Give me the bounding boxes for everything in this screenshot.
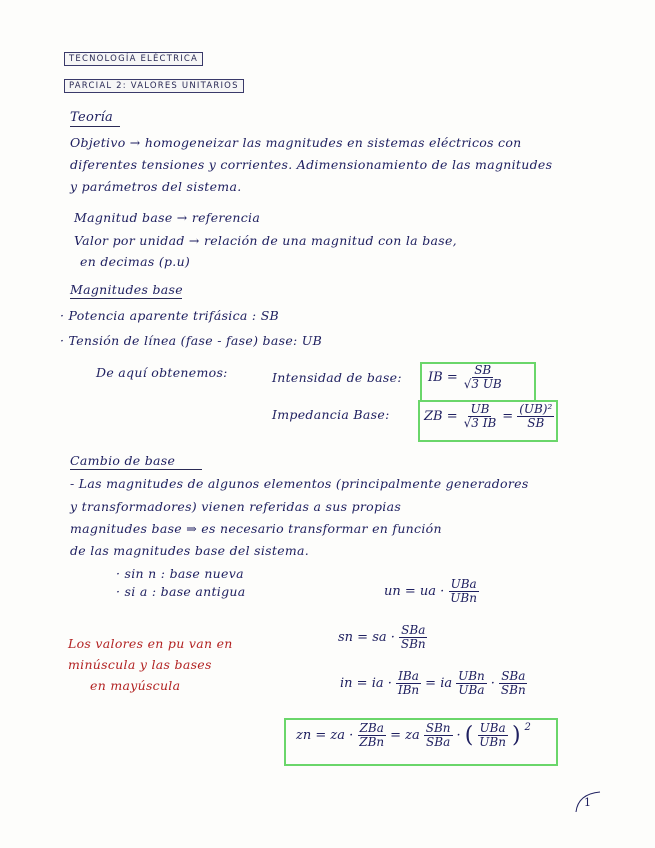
zb-fraction <box>462 403 499 429</box>
bullet-potencia: · Potencia aparente trifásica : SB <box>60 308 280 323</box>
zb-numerator-2: (UB)² <box>519 402 553 416</box>
in-numerator-2: UBn <box>458 669 485 683</box>
cambio-title: Cambio de base <box>70 453 176 468</box>
zn-numerator: ZBa <box>359 721 384 735</box>
in-denominator-2: UBa <box>458 682 485 697</box>
teoria-line-2: diferentes tensiones y corrientes. Adimensionamiento de las magnitudes <box>70 157 553 172</box>
zn-numerator-3: UBa <box>479 721 506 735</box>
zn-close-paren: ) <box>511 722 521 748</box>
exam-header: PARCIAL 2: VALORES UNITARIOS <box>64 79 244 93</box>
zb-formula <box>424 403 554 429</box>
un-denominator: UBn <box>450 590 477 605</box>
cambio-line-4: de las magnitudes base del sistema. <box>70 543 310 558</box>
in-fraction-3 <box>499 670 528 696</box>
zn-fraction-3 <box>477 722 508 748</box>
teoria-underline <box>70 126 120 127</box>
sn-lhs: sn = sa · <box>338 629 395 645</box>
ib-lhs: IB = <box>428 369 458 385</box>
sn-numerator: SBa <box>401 623 426 637</box>
in-mid: = ia <box>425 675 453 691</box>
def-base-nueva: · sin n : base nueva <box>116 566 244 581</box>
zb-denominator: √3 IB <box>463 415 497 430</box>
note-line-3: en mayúscula <box>90 678 181 693</box>
zn-lhs: zn = za · <box>296 727 354 743</box>
valor-pu-line-2: en decimas (p.u) <box>80 254 191 269</box>
in-fraction <box>396 670 421 696</box>
zn-mid: = za <box>390 727 420 743</box>
zn-formula <box>296 722 531 748</box>
ib-numerator: SB <box>474 363 492 377</box>
zn-dot: · <box>456 727 461 743</box>
zb-equals: = <box>502 408 514 424</box>
cambio-line-1: - Las magnitudes de algunos elementos (principalmente generadores <box>70 476 529 491</box>
page-number: 1 <box>584 796 591 809</box>
zn-open-paren: ( <box>464 722 474 748</box>
note-line-2: minúscula y las bases <box>68 657 212 672</box>
magnitud-base-line: Magnitud base → referencia <box>74 210 261 225</box>
in-formula <box>340 670 528 696</box>
ib-formula <box>428 364 504 390</box>
impedancia-label: Impedancia Base: <box>272 407 390 422</box>
ib-fraction <box>462 364 504 390</box>
bullet-tension: · Tensión de línea (fase - fase) base: UB <box>60 333 323 348</box>
teoria-line-3: y parámetros del sistema. <box>70 179 242 194</box>
in-lhs: in = ia · <box>340 675 392 691</box>
zb-denominator-2: SB <box>527 415 545 430</box>
in-fraction-2 <box>456 670 487 696</box>
ib-denominator: √3 UB <box>463 376 502 391</box>
cambio-underline <box>70 469 202 470</box>
zn-fraction <box>357 722 386 748</box>
un-fraction <box>448 578 479 604</box>
un-numerator: UBa <box>450 577 477 591</box>
in-dot: · <box>490 675 495 691</box>
intensidad-label: Intensidad de base: <box>272 370 402 385</box>
un-formula <box>384 578 479 604</box>
page-number-corner <box>574 790 604 814</box>
zb-lhs: ZB = <box>424 408 458 424</box>
zn-denominator-2: SBa <box>426 734 451 749</box>
in-numerator: IBa <box>398 669 419 683</box>
sn-formula <box>338 624 428 650</box>
zb-fraction-2 <box>517 403 554 429</box>
zn-fraction-2 <box>424 722 453 748</box>
teoria-line-1: Objetivo → homogeneizar las magnitudes en sistemas eléctricos con <box>70 135 522 150</box>
in-denominator-3: SBn <box>500 682 526 697</box>
valor-pu-line-1: Valor por unidad → relación de una magnitud con la base, <box>74 233 457 248</box>
def-base-antigua: · si a : base antigua <box>116 584 246 599</box>
cambio-line-3: magnitudes base ⇒ es necesario transformar en función <box>70 521 442 536</box>
magnitudes-base-title: Magnitudes base <box>70 282 183 297</box>
cambio-line-2: y transformadores) vienen referidas a sus propias <box>70 499 402 514</box>
zn-exponent: 2 <box>524 722 531 733</box>
course-header: TECNOLOGÍA ELÉCTRICA <box>64 52 203 66</box>
sn-denominator: SBn <box>400 636 426 651</box>
in-denominator: IBn <box>397 682 420 697</box>
un-lhs: un = ua · <box>384 583 445 599</box>
zn-denominator-3: UBn <box>479 734 506 749</box>
teoria-title: Teoría <box>70 110 114 125</box>
in-numerator-3: SBa <box>501 669 526 683</box>
note-line-1: Los valores en pu van en <box>68 636 233 651</box>
sn-fraction <box>399 624 428 650</box>
zb-numerator: UB <box>470 402 490 416</box>
zn-numerator-2: SBn <box>425 721 451 735</box>
de-aqui-text: De aquí obtenemos: <box>96 365 228 380</box>
zn-denominator: ZBn <box>359 734 385 749</box>
magnitudes-underline <box>70 298 182 299</box>
